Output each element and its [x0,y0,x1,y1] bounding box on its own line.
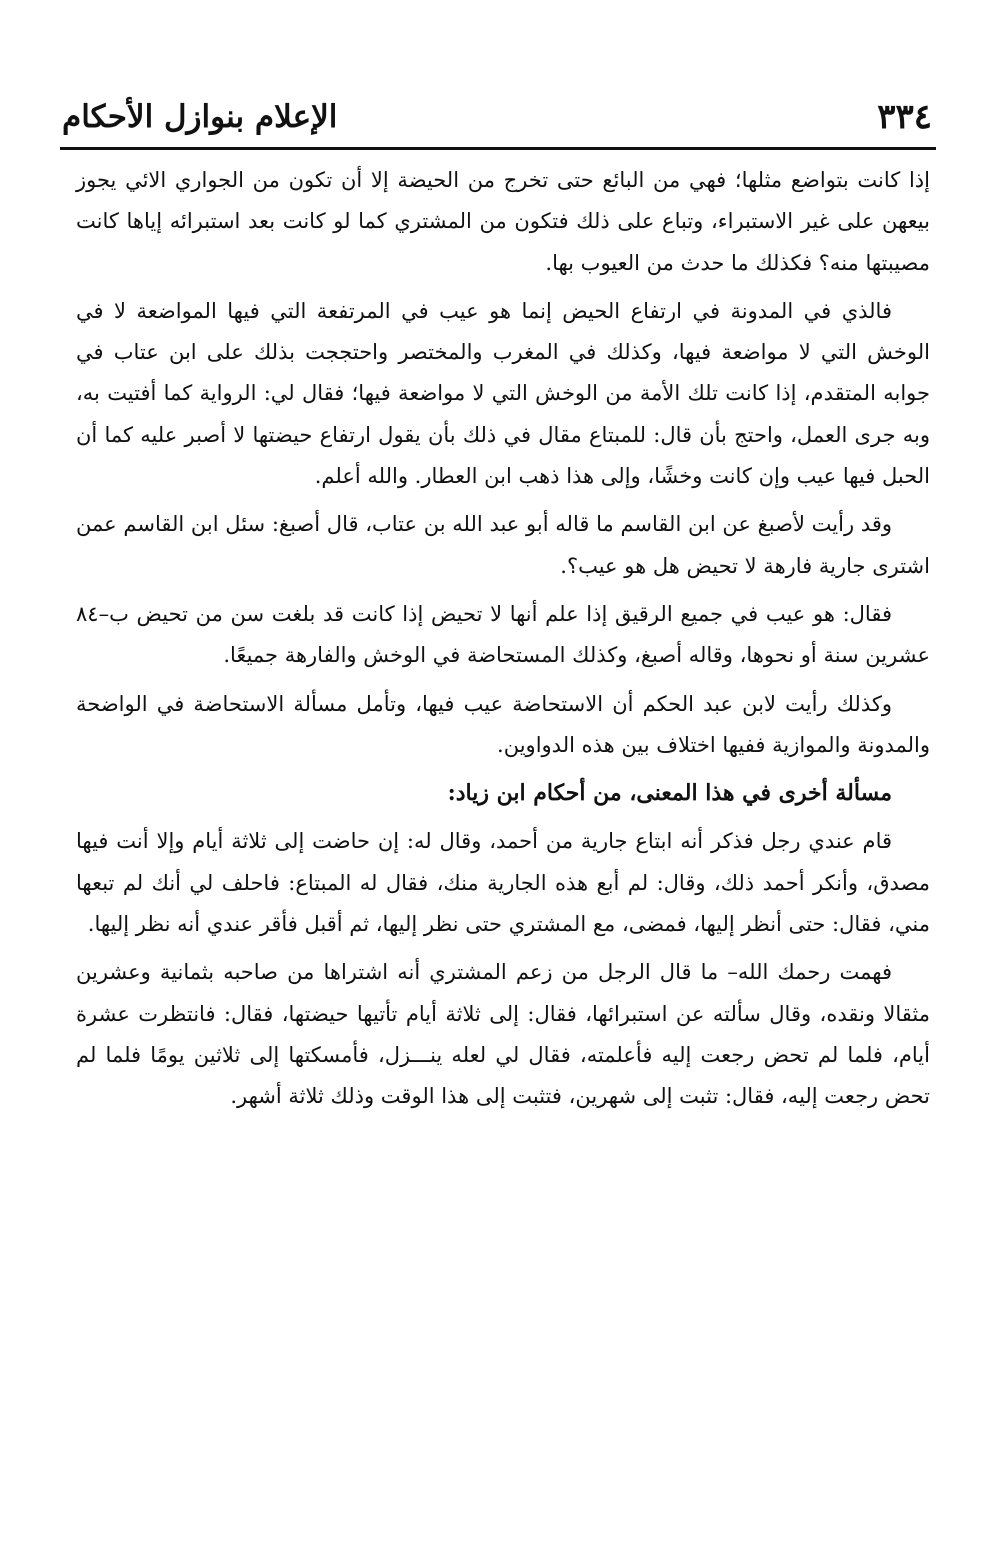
section-heading: مسألة أخرى في هذا المعنى، من أحكام ابن زياد: [447,780,892,807]
paragraph-4: فقال: هو عيب في جميع الرقيق إذا علم أنها لا تحيض إذا كانت قد بلغت سن من تحيض ب–٨٤ عشرين سنة أو نحوها، وقاله أصبغ، وكذلك المستحاضة في الوخش والفارهة جميعًا. [76,601,930,668]
paragraph-3: وقد رأيت لأصبغ عن ابن القاسم ما قاله أبو عبد الله بن عتاب، قال أصبغ: سئل ابن القاسم عمن اشترى جارية فارهة لا تحيض هل هو عيب؟. [76,512,930,578]
running-title: الإعلام بنوازل الأحكام [62,99,338,135]
paragraph-5: وكذلك رأيت لابن عبد الحكم أن الاستحاضة عيب فيها، وتأمل مسألة الاستحاضة في الواضحة والمدونة والموازية ففيها اختلاف بين هذه الدواوين. [76,691,930,757]
header-rule [60,147,936,150]
paragraph-2: فالذي في المدونة في ارتفاع الحيض إنما هو عيب في المرتفعة التي فيها المواضعة لا في الوخش التي لا مواضعة فيها، وكذلك في المغرب والمختصر واحتججت بذلك على ابن عتاب في جوابه المتقدم، إذا كانت تلك الأمة من الوخش التي لا مواضعة فيها؛ فقال لي: الرواية كما أفتيت به، وبه جرى العمل، واحتج بأن قال: للمبتاع مقال في ذلك بأن يقول ارتفاع حيضتها لا أصبر عليه كما أن الحبل فيها عيب وإن كانت وخشًا، وإلى هذا ذهب ابن العطار. والله أعلم. [76,298,930,489]
paragraph-1: إذا كانت بتواضع مثلها؛ فهي من البائع حتى تخرج من الحيضة إلا أن تكون من الجواري الائي يجوز بيعهن على غير الاستبراء، وتباع على ذلك فتكون من المشتري كما لو كانت بعد استبرائه إياها كانت مصيبتها منه؟ فكذلك ما حدث من العيوب بها. [76,168,930,275]
page-header [62,88,932,146]
page-number: ٣٣٤ [877,97,932,137]
paragraph-7: فهمت رحمك الله– ما قال الرجل من زعم المشتري أنه اشتراها من صاحبه بثمانية وعشرين مثقالا ونقده، وقال سألته عن استبرائها، فقال: إلى ثلاثة أيام تأتيها حيضتها، فقال: فانتظرت عشرة أيام، فلما لم تحض رجعت إليه فأعلمته، فقال لي لعله ينـــزل، فأمسكتها إلى ثلاثين يومًا فلما لم تحض رجعت إليه، فقال: تثبت إلى شهرين، فتثبت إلى هذا الوقت وذلك ثلاثة أشهر. [76,960,930,1109]
page-body [76,160,930,1125]
paragraph-6: قام عندي رجل فذكر أنه ابتاع جارية من أحمد، وقال له: إن حاضت إلى ثلاثة أيام وإلا أنت فيها مصدق، وأنكر أحمد ذلك، وقال: لم أبع هذه الجارية منك، فقال له المبتاع: فاحلف لي أنك لم تبعها مني، فقال: حتى أنظر إليها، فمضى، مع المشتري حتى نظر إليها، ثم أقبل فأقر عندي أنه نظر إليها. [76,829,930,937]
